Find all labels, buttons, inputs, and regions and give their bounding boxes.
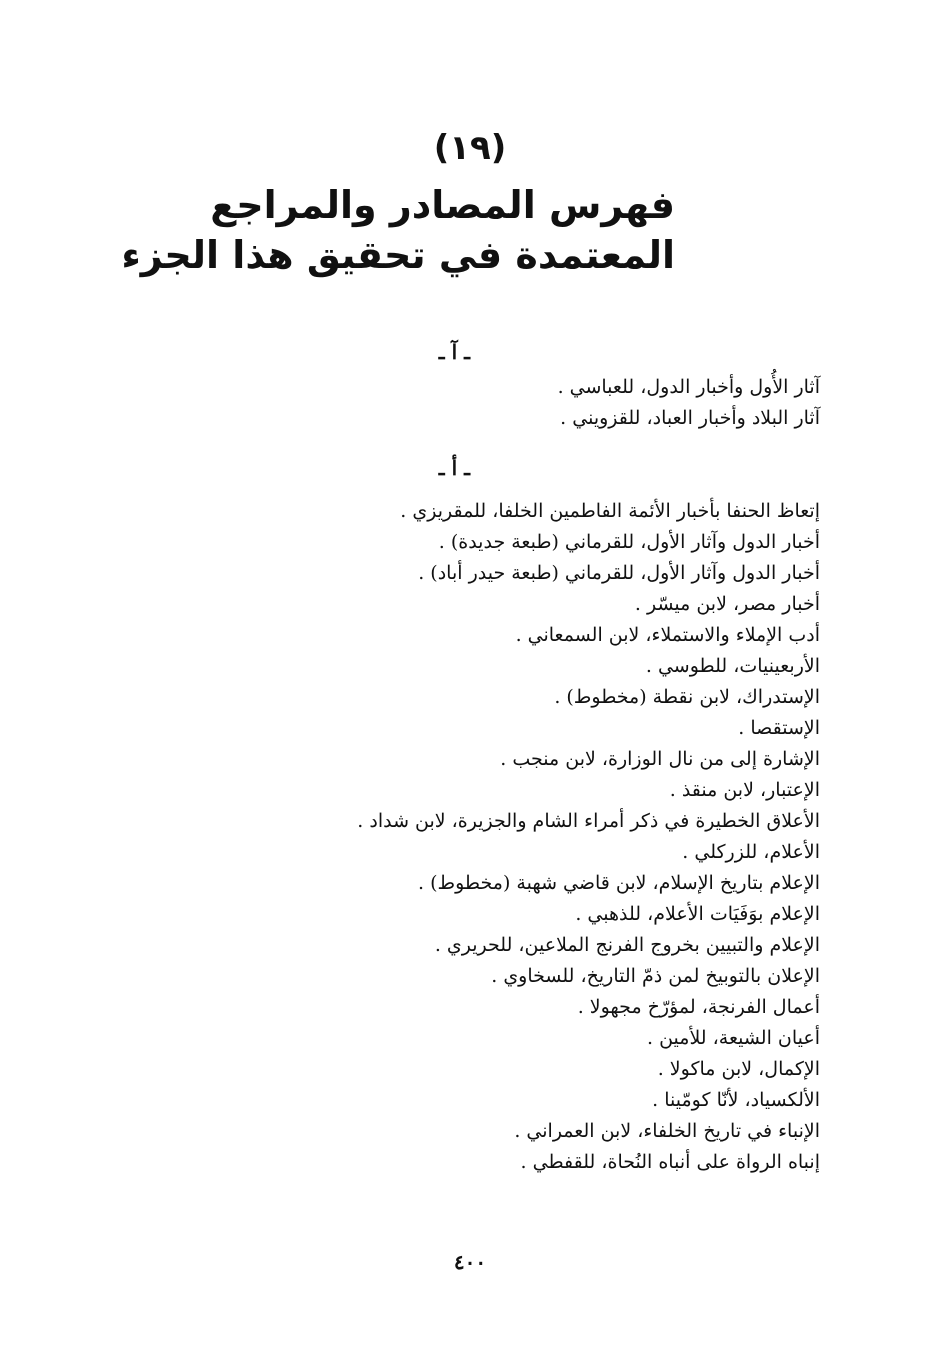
chapter-number: (١٩) bbox=[433, 128, 507, 168]
section-heading-alif-madda: ـ آ ـ bbox=[438, 340, 470, 364]
list-item: الإكمال، لابن ماكولا . bbox=[657, 1058, 820, 1080]
section-entries-alif-hamza bbox=[120, 496, 820, 1178]
list-item: أخبار الدول وآثار الأول، للقرماني (طبعة جديدة) . bbox=[438, 531, 820, 553]
list-item: أعيان الشيعة، للأمين . bbox=[647, 1027, 820, 1049]
list-item: أخبار مصر، لابن ميسّر . bbox=[634, 593, 820, 615]
list-item: الإستدراك، لابن نقطة (مخطوط) . bbox=[554, 686, 820, 708]
list-item: آثار البلاد وأخبار العباد، للقزويني . bbox=[560, 407, 820, 429]
list-item: إنباه الرواة على أنباه النُحاة، للقفطي . bbox=[520, 1151, 820, 1173]
title-line-1: فهرس المصادر والمراجع bbox=[210, 183, 675, 227]
list-item: الإعلان بالتوبيخ لمن ذمّ التاريخ، للسخاوي . bbox=[491, 965, 820, 987]
list-item: الإشارة إلى من نال الوزارة، لابن منجب . bbox=[500, 748, 820, 770]
list-item: الإنباء في تاريخ الخلفاء، لابن العمراني . bbox=[514, 1120, 820, 1142]
list-item: آثار الأُول وأخبار الدول، للعباسي . bbox=[557, 376, 820, 398]
list-item: أدب الإملاء والاستملاء، لابن السمعاني . bbox=[515, 624, 820, 646]
list-item: إتعاظ الحنفا بأخبار الأئمة الفاطمين الخلفا، للمقريزي . bbox=[400, 500, 820, 522]
list-item: أعمال الفرنجة، لمؤرّخ مجهولا . bbox=[577, 996, 820, 1018]
list-item: الإستقصا . bbox=[738, 717, 820, 739]
section-heading-alif-hamza: ـ أ ـ bbox=[438, 456, 470, 480]
list-item: أخبار الدول وآثار الأول، للقرماني (طبعة حيدر أباد) . bbox=[418, 562, 820, 584]
list-item: الإعلام بوَفَيَات الأعلام، للذهبي . bbox=[575, 903, 820, 925]
list-item: الأعلام، للزركلي . bbox=[682, 841, 820, 863]
section-entries-alif-madda bbox=[120, 372, 820, 434]
list-item: الألكسياد، لأنّا كومّينا . bbox=[652, 1089, 820, 1111]
title-line-2: المعتمدة في تحقيق هذا الجزء bbox=[121, 233, 675, 277]
list-item: الإعتبار، لابن منقذ . bbox=[669, 779, 820, 801]
list-item: الإعلام بتاريخ الإسلام، لابن قاضي شهبة (مخطوط) . bbox=[418, 872, 820, 894]
list-item: الإعلام والتبيين بخروج الفرنج الملاعين، للحريري . bbox=[434, 934, 820, 956]
page-title bbox=[115, 180, 675, 280]
list-item: الأعلاق الخطيرة في ذكر أمراء الشام والجزيرة، لابن شداد . bbox=[357, 810, 820, 832]
list-item: الأربعينيات، للطوسي . bbox=[645, 655, 820, 677]
page-number: ٤٠٠ bbox=[453, 1250, 487, 1274]
